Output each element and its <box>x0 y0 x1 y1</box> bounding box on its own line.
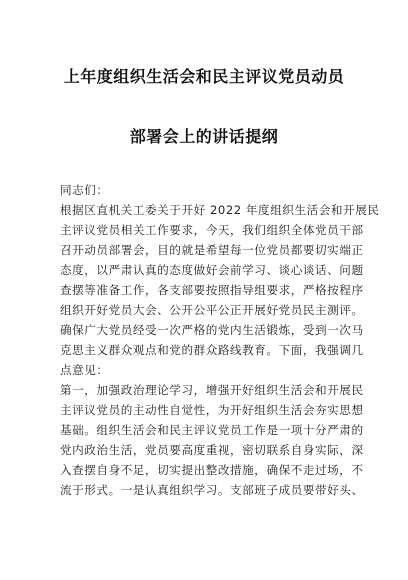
body-line: 点意见： <box>60 363 109 377</box>
body-line: 第一，加强政治理论学习，增强开好组织生活会和开展民 <box>60 383 364 397</box>
body-line: 克思主义群众观点和党的群众路线教育。下面，我强调几 <box>60 343 364 357</box>
body-line: 组织开好党员大会、公开公平公正开展好党员民主测评。 <box>60 303 364 317</box>
body-line: 查摆等准备工作，各支部要按照指导组要求，严格按程序 <box>60 283 364 297</box>
body-line: 主评议党员相关工作要求，今天，我们组织全体党员干部 <box>60 223 364 237</box>
body-line: 基础。组织生活会和民主评议党员工作是一项十分严肃的 <box>60 423 364 437</box>
salutation: 同志们： <box>60 183 109 197</box>
body-line: 流于形式。一是认真组织学习。支部班子成员要带好头、 <box>60 483 364 497</box>
body-line: 态度，以严肃认真的态度做好会前学习、谈心谈话、问题 <box>60 263 364 277</box>
document-title-line-2: 部署会上的讲话提纲 <box>129 127 279 146</box>
document-title-line-1: 上年度组织生活会和民主评议党员动员 <box>63 67 345 86</box>
body-line: 主评议党员的主动性自觉性，为开好组织生活会夯实思想 <box>60 403 364 417</box>
body-line: 党内政治生活，党员要高度重视，密切联系自身实际，深 <box>60 443 364 457</box>
body-line: 召开动员部署会，目的就是希望每一位党员都要切实端正 <box>60 243 364 257</box>
body-line: 入查摆自身不足，切实提出整改措施，确保不走过场，不 <box>60 463 364 477</box>
body-line: 根据区直机关工委关于开好 2022 年度组织生活会和开展民 <box>60 203 380 217</box>
body-line: 确保广大党员经受一次严格的党内生活锻炼，受到一次马 <box>60 323 364 337</box>
